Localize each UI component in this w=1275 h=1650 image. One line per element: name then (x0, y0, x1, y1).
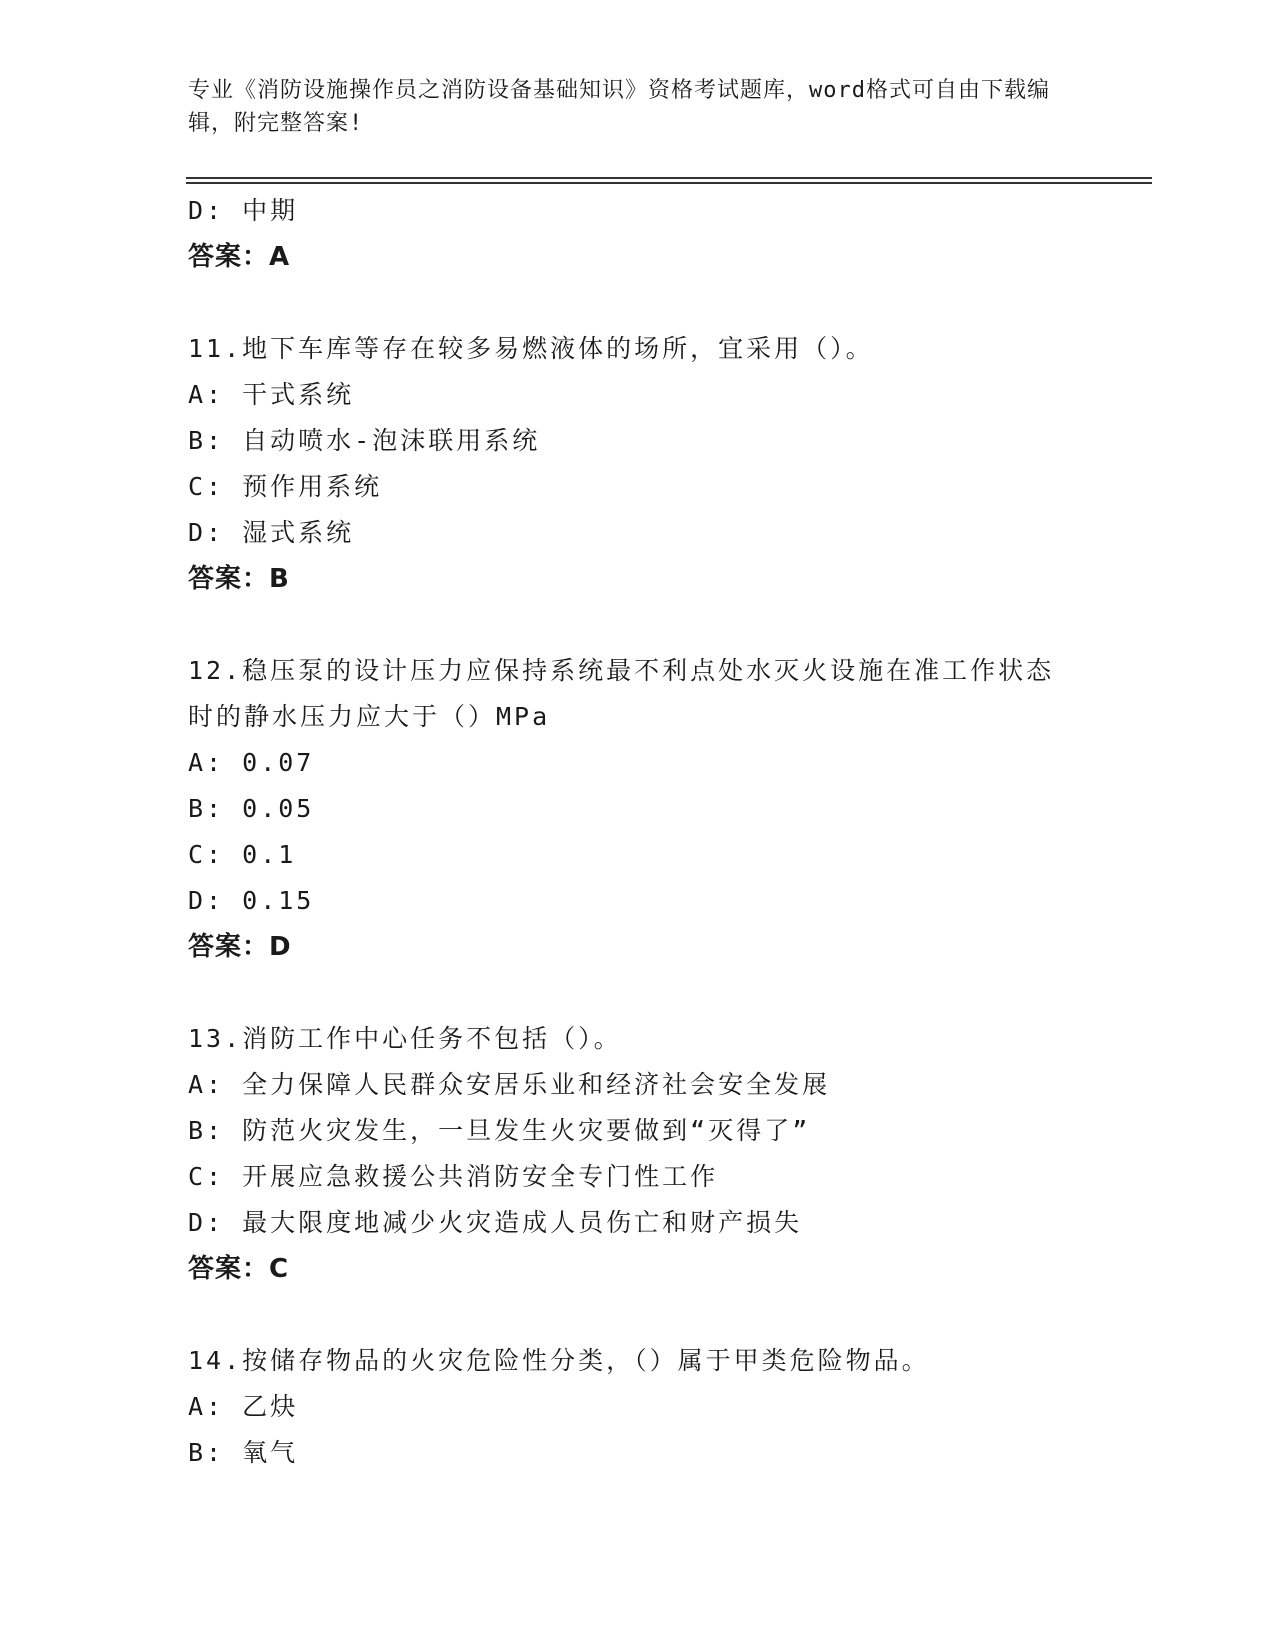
option-a: A: 0.07 (188, 748, 315, 777)
option-c: C: 预作用系统 (188, 472, 383, 501)
question-list (188, 188, 1128, 1476)
option-a: A: 乙炔 (188, 1392, 299, 1421)
header-rule-bottom (186, 182, 1152, 184)
option-d: D: 0.15 (188, 886, 315, 915)
question-stem: 13.消防工作中心任务不包括（）。 (188, 1024, 622, 1053)
header-rule-top (186, 177, 1152, 179)
option-b: B: 防范火灾发生，一旦发生火灾要做到“灭得了” (188, 1116, 811, 1145)
question-stem-line-2: 时的静水压力应大于（）MPa (188, 702, 551, 731)
option-b: B: 自动喷水-泡沫联用系统 (188, 426, 541, 455)
question-11 (188, 326, 1128, 602)
option-d: D: 最大限度地减少火灾造成人员伤亡和财产损失 (188, 1208, 803, 1237)
question-13 (188, 1016, 1128, 1292)
option-b: B: 0.05 (188, 794, 315, 823)
answer-line: 答案：A (188, 242, 291, 272)
answer-line: 答案：C (188, 1254, 290, 1284)
question-stem: 11.地下车库等存在较多易燃液体的场所，宜采用（）。 (188, 334, 874, 363)
option-c: C: 0.1 (188, 840, 297, 869)
question-stem-line-1: 12.稳压泵的设计压力应保持系统最不利点处水灭火设施在准工作状态 (188, 656, 1055, 685)
option-a: A: 全力保障人民群众安居乐业和经济社会安全发展 (188, 1070, 831, 1099)
question-12 (188, 648, 1128, 970)
question-14 (188, 1338, 1128, 1476)
question-stem: 14.按储存物品的火灾危险性分类，（）属于甲类危险物品。 (188, 1346, 930, 1375)
option-a: A: 干式系统 (188, 380, 355, 409)
option-d: D: 中期 (188, 196, 299, 225)
option-c: C: 开展应急救援公共消防安全专门性工作 (188, 1162, 719, 1191)
option-b: B: 氧气 (188, 1438, 299, 1467)
option-d: D: 湿式系统 (188, 518, 355, 547)
answer-line: 答案：D (188, 932, 292, 962)
answer-line: 答案：B (188, 564, 290, 594)
document-header: 专业《消防设施操作员之消防设备基础知识》资格考试题库，word格式可自由下载编辑，附完整答案! (188, 78, 1050, 136)
